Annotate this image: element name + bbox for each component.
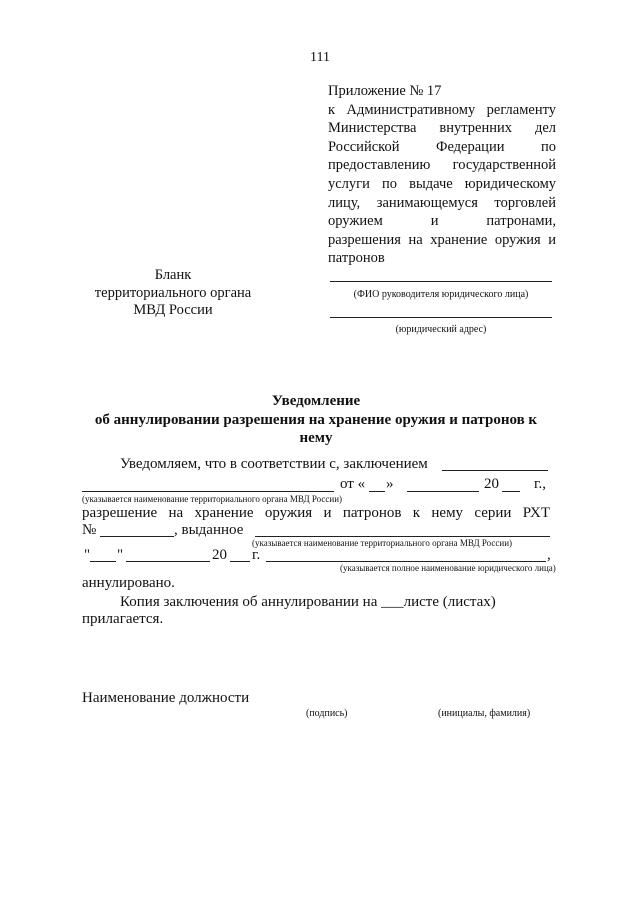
appendix-line: оружием и патронами, [328, 213, 556, 230]
day-blank-2 [90, 561, 116, 562]
letterhead-block [78, 267, 268, 320]
address-line [330, 317, 552, 318]
position-label: Наименование должности [82, 690, 250, 706]
appendix-line: к Административному регламенту [328, 101, 556, 118]
year-prefix-2: 20 [212, 547, 227, 563]
number-sign: № [82, 522, 97, 538]
name-caption: (инициалы, фамилия) [438, 708, 531, 719]
authority-blank [82, 491, 334, 492]
legal-entity-caption: (указывается полное наименование юридического лица) [340, 563, 556, 573]
appendix-line: Министерства внутренних дел [328, 120, 556, 137]
heading-subtitle-end: нему [299, 430, 333, 446]
letterhead-line: МВД России [133, 302, 213, 318]
year-suffix: г., [534, 476, 546, 492]
appendix-line: лицу, занимающемуся торговлей [328, 194, 556, 211]
quote-open: " [84, 547, 91, 563]
year-prefix: 20 [484, 476, 499, 492]
attached-text: прилагается. [82, 611, 164, 627]
date-from-label: от « [340, 476, 366, 492]
appendix-line: услуги по выдаче юридическому [328, 175, 556, 192]
number-blank [100, 536, 174, 537]
issuer-blank [255, 536, 550, 537]
appendix-line: патронов [328, 250, 385, 267]
authority-caption: (указывается наименование территориального органа МВД России) [82, 494, 343, 504]
date-close-quote: » [386, 476, 394, 492]
year-blank-2 [230, 561, 250, 562]
day-blank [369, 491, 385, 492]
annulled-text: аннулировано. [82, 575, 175, 591]
issuer-caption: (указывается наименование территориального органа МВД России) [252, 538, 513, 548]
appendix-title: Приложение № 17 [328, 83, 442, 99]
appendix-line: предоставлению государственной [328, 157, 556, 174]
comma: , [547, 547, 551, 563]
year-suffix-2: г. [252, 547, 261, 563]
director-caption: (ФИО руководителя юридического лица) [353, 289, 529, 300]
page-number: 111 [310, 50, 330, 65]
issued-label: , выданное [174, 522, 244, 538]
address-caption: (юридический адрес) [395, 324, 487, 335]
copy-attached-text: Копия заключения об аннулировании на ___листе (листах) [120, 594, 496, 610]
legal-entity-blank [266, 561, 546, 562]
conclusion-blank [442, 470, 548, 471]
notice-heading [70, 392, 562, 448]
director-name-line [330, 281, 552, 282]
appendix-block [328, 82, 556, 268]
month-blank [407, 491, 479, 492]
month-blank-2 [126, 561, 210, 562]
heading-title: Уведомление [271, 393, 361, 409]
appendix-line: разрешения на хранение оружия и [328, 231, 556, 248]
appendix-line: Российской Федерации по [328, 138, 556, 155]
year-blank [502, 491, 520, 492]
signature-caption: (подпись) [306, 708, 348, 719]
letterhead-line: Бланк [154, 267, 192, 283]
body-line-1: Уведомляем, что в соответствии с, заключением [120, 456, 428, 472]
letterhead-line: территориального органа [94, 284, 252, 301]
body-line-3: разрешение на хранение оружия и патронов к нему серии РХТ [82, 505, 550, 521]
quote-close: " [117, 547, 124, 563]
heading-subtitle: об аннулировании разрешения на хранение оружия и патронов к [94, 411, 538, 428]
